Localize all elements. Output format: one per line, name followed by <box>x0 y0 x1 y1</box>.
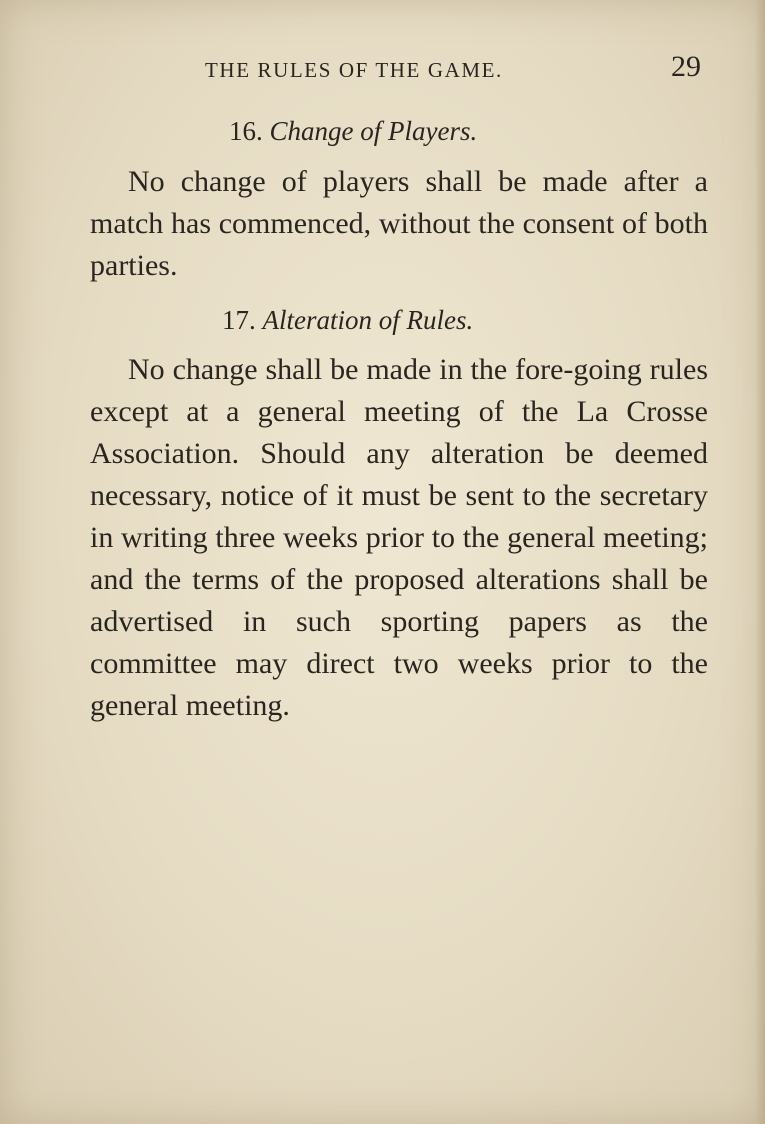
section-title: Alteration of Rules. <box>262 305 474 335</box>
section-heading-16 <box>229 116 477 147</box>
running-head: THE RULES OF THE GAME. <box>205 58 503 82</box>
section-title: Change of Players. <box>269 116 478 146</box>
section-number: 16. <box>229 116 263 146</box>
section-number: 17. <box>222 305 256 335</box>
page-edge <box>755 0 765 1124</box>
section-body-16: No change of players shall be made after a match has commenced, without the consent of both parties. <box>90 165 708 282</box>
section-heading-17 <box>222 305 473 336</box>
page-number: 29 <box>671 50 701 83</box>
section-body-17: No change shall be made in the fore-going rules except at a general meeting of the La Crosse Association. Should any alteration be deemed necessary, notice of it must be sent to the secretary in writing three weeks prior to the general meeting; and the terms of the proposed alterations shall be advertised in such sporting papers as the committee may direct two weeks prior to the general meeting. <box>90 353 708 722</box>
